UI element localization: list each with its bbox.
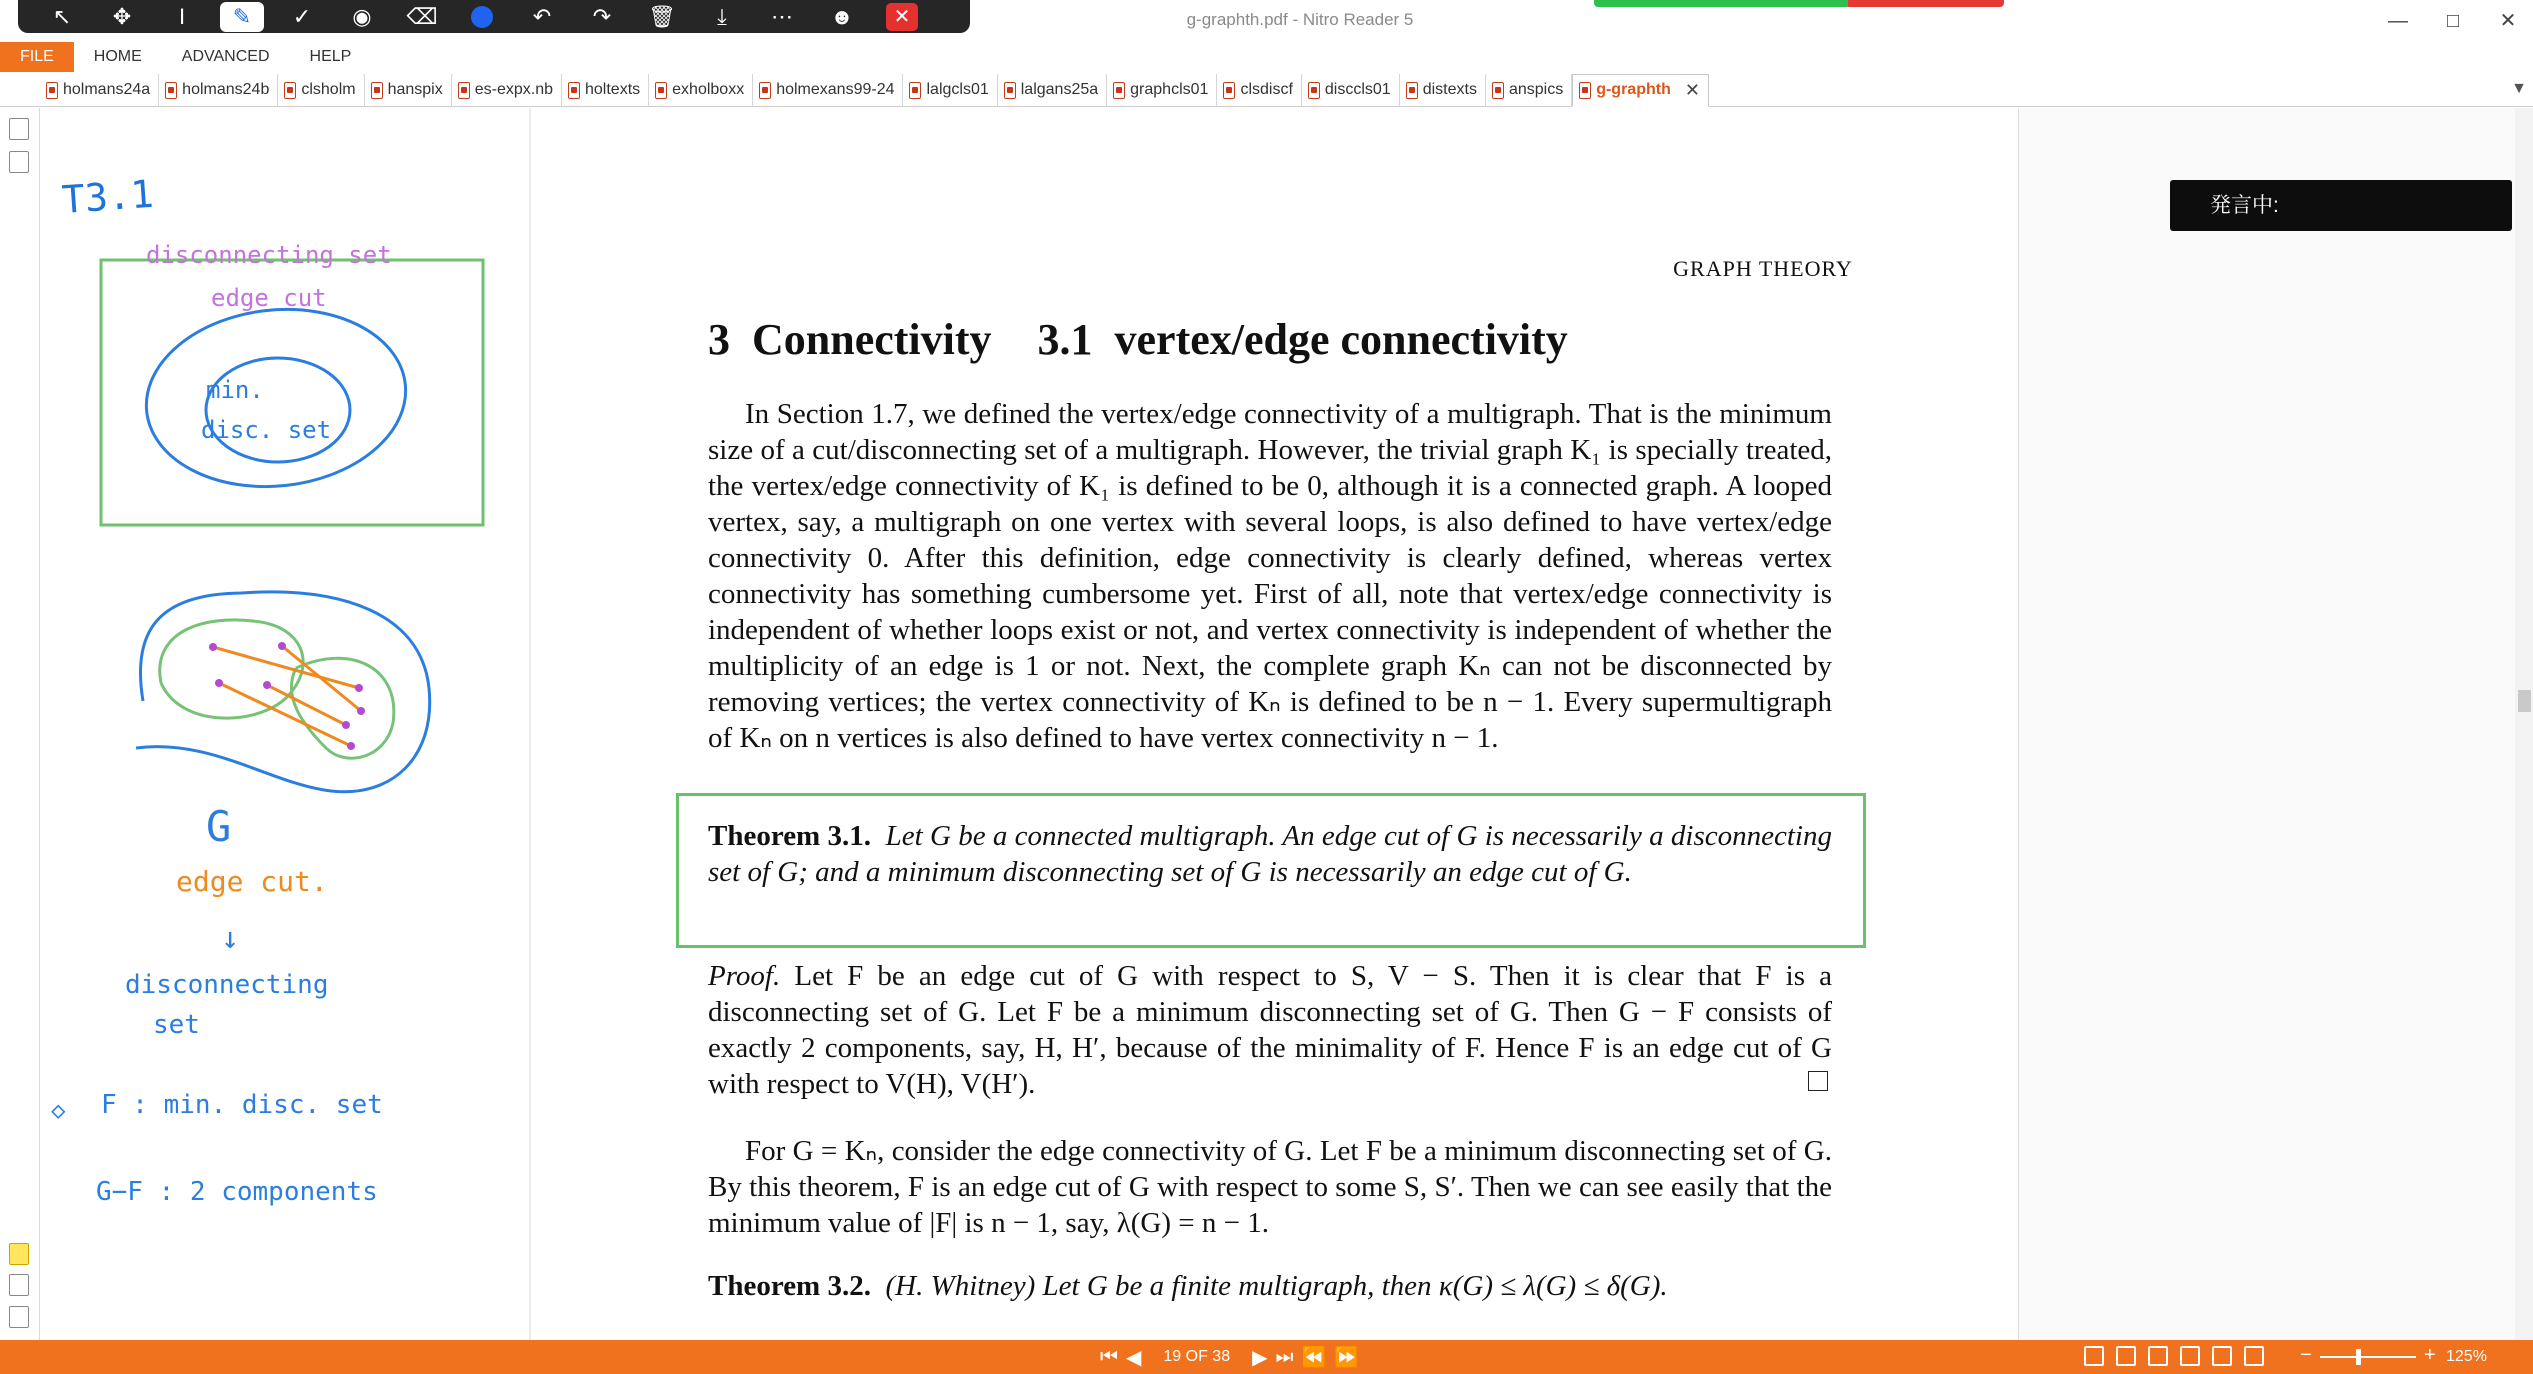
- note-set: set: [153, 1010, 200, 1040]
- tab-label: es-expx.nb: [474, 81, 553, 98]
- tab-label: lalgans25a: [1020, 81, 1099, 98]
- component-h: [160, 620, 303, 718]
- tab-disccls01[interactable]: [1302, 74, 1400, 107]
- next-page-icon[interactable]: ▶: [1252, 1346, 1268, 1369]
- pdf-file-icon: [284, 82, 296, 99]
- tab-overflow-icon[interactable]: ▼: [2511, 80, 2527, 97]
- proof-label: Proof.: [708, 960, 781, 992]
- pdf-file-icon: [46, 82, 58, 99]
- tab-label: holmexans99-24: [776, 81, 895, 98]
- scrollbar-thumb[interactable]: [2518, 690, 2531, 712]
- pdf-page: [531, 108, 2018, 1340]
- tab-label: g-graphth: [1596, 81, 1671, 98]
- undo-icon[interactable]: ↶: [532, 3, 552, 29]
- attachments-panel-icon[interactable]: [9, 151, 29, 173]
- handwritten-notes-canvas: [41, 108, 529, 1340]
- comments-panel-icon[interactable]: [9, 1243, 29, 1265]
- pages-panel-icon[interactable]: [9, 118, 29, 140]
- min-disc-set-ellipse: [206, 358, 350, 462]
- proof-text: Let F be an edge cut of G with respect to S, V − S. Then it is clear that F is a disconnecting set of G. Let F be a minimum disconnecting set of G. Then G − F consists of exactly 2 components, say, H, H′, because of the minimality of F. Hence F is an edge cut of G with respect to V(H), V(H′).: [708, 960, 1833, 1100]
- close-window-button[interactable]: ✕: [2499, 10, 2517, 32]
- menu-advanced[interactable]: ADVANCED: [181, 48, 270, 65]
- check-icon[interactable]: ✓: [292, 3, 312, 29]
- annotation-toolbar: [18, 0, 970, 33]
- theorem-3-2-text: (H. Whitney) Let G be a finite multigraph, then κ(G) ≤ λ(G) ≤ δ(G).: [885, 1270, 1668, 1302]
- minimize-button[interactable]: —: [2388, 10, 2408, 32]
- tab-graphcls01[interactable]: [1107, 74, 1217, 107]
- chapter-heading: [708, 314, 1568, 365]
- vertical-scrollbar[interactable]: [2515, 108, 2533, 1340]
- fit-page-icon[interactable]: [2244, 1346, 2264, 1366]
- pdf-file-icon: [655, 82, 667, 99]
- redo-icon[interactable]: ↷: [592, 3, 612, 29]
- pen-icon[interactable]: ✎: [220, 2, 264, 32]
- pdf-file-icon: [1113, 82, 1125, 99]
- tab-label: hanspix: [387, 81, 443, 98]
- highlighter-icon[interactable]: ◉: [352, 3, 372, 29]
- eraser-icon[interactable]: ⌫: [406, 3, 438, 29]
- tab-lalgans25a[interactable]: [998, 74, 1107, 107]
- menu-home[interactable]: HOME: [93, 48, 142, 65]
- bullet-icon: ◇: [51, 1096, 66, 1124]
- tab-label: distexts: [1422, 81, 1477, 98]
- tab-lalgcls01[interactable]: [903, 74, 997, 107]
- menu-bar: [0, 42, 2533, 72]
- note-edge-cut-orange: edge cut.: [176, 865, 328, 898]
- right-empty-pane: [2018, 108, 2515, 1340]
- cut-edges: [213, 646, 361, 746]
- theorem-3-1: [708, 818, 1832, 890]
- chapter-number: 3: [708, 315, 730, 364]
- pdf-file-icon: [1223, 82, 1235, 99]
- zoom-in-button[interactable]: +: [2424, 1344, 2436, 1366]
- tab-label: anspics: [1508, 81, 1564, 98]
- next-view-icon[interactable]: ⏩: [1334, 1346, 1360, 1369]
- page-indicator[interactable]: 19 OF 38: [1163, 1348, 1231, 1365]
- theorem-3-2-label: Theorem 3.2.: [708, 1270, 871, 1302]
- note-disc-set: disc. set: [201, 416, 332, 444]
- output-panel-icon[interactable]: [9, 1306, 29, 1328]
- tab-label: exholboxx: [672, 81, 745, 98]
- note-edge-cut: edge cut: [211, 284, 327, 312]
- chapter-title: Connectivity: [752, 315, 992, 364]
- tab-distexts[interactable]: [1400, 74, 1486, 107]
- tab-hanspix[interactable]: [365, 74, 452, 107]
- note-disconnecting-set: disconnecting set: [146, 241, 392, 269]
- color-dot-icon[interactable]: [452, 0, 512, 33]
- pdf-file-icon: [568, 82, 580, 99]
- note-disconnecting: disconnecting: [125, 970, 329, 1000]
- zoom-slider-knob[interactable]: [2356, 1349, 2361, 1365]
- tab-g-graphth[interactable]: [1572, 74, 1709, 107]
- facing-continuous-view-icon[interactable]: [2180, 1346, 2200, 1366]
- trash-icon[interactable]: 🗑: [648, 3, 676, 29]
- meeting-status-strip: [1594, 0, 2004, 7]
- pdf-file-icon: [371, 82, 383, 99]
- section-title: vertex/edge connectivity: [1114, 315, 1568, 364]
- theorem-3-2: [708, 1268, 1832, 1304]
- note-letter-g: G: [206, 802, 232, 851]
- running-head-title: GRAPH THEORY: [1673, 256, 1853, 281]
- status-bar: [0, 1340, 2533, 1374]
- page-navigation: [1100, 1340, 1359, 1374]
- note-title: T3.1: [60, 171, 155, 222]
- user-settings-icon[interactable]: ☻: [830, 3, 854, 29]
- text-cursor-icon[interactable]: I: [178, 3, 186, 29]
- tab-anspics[interactable]: [1486, 74, 1572, 107]
- theorem-3-1-label: Theorem 3.1.: [708, 820, 872, 852]
- left-tool-rail: [0, 108, 40, 1340]
- note-min: min.: [206, 376, 264, 404]
- zoom-level[interactable]: 125%: [2446, 1348, 2487, 1365]
- pdf-file-icon: [909, 82, 921, 99]
- note-f-min-disc-set: F : min. disc. set: [101, 1090, 383, 1120]
- tab-holtexts[interactable]: [562, 74, 649, 107]
- tab-es-expx[interactable]: [452, 74, 562, 107]
- last-page-icon[interactable]: ⏭: [1275, 1345, 1294, 1368]
- download-icon[interactable]: ⤓: [717, 3, 727, 29]
- tab-label: holmans24b: [182, 81, 270, 98]
- pdf-file-icon: [1308, 82, 1320, 99]
- view-mode-buttons: [2084, 1346, 2264, 1366]
- select-arrow-icon[interactable]: ↖: [52, 3, 72, 29]
- pdf-file-icon: [1492, 82, 1504, 99]
- previous-page-icon[interactable]: ◀: [1126, 1346, 1142, 1369]
- edge-cut-ellipse: [138, 297, 415, 499]
- tab-label: holmans24a: [63, 81, 151, 98]
- note-g-minus-f: G−F : 2 components: [96, 1177, 378, 1207]
- more-icon[interactable]: ⋯: [771, 3, 793, 29]
- signatures-panel-icon[interactable]: [9, 1274, 29, 1296]
- down-arrow-icon: ↓: [221, 921, 240, 956]
- zoom-slider[interactable]: [2320, 1356, 2416, 1358]
- handwritten-notes-pane: [41, 108, 529, 1340]
- tab-label: clsholm: [301, 81, 356, 98]
- pdf-file-icon: [1579, 82, 1591, 99]
- continuous-view-icon[interactable]: [2116, 1346, 2136, 1366]
- tab-holmans24b[interactable]: [159, 74, 278, 107]
- kn-paragraph: For G = Kₙ, consider the edge connectivity of G. Let F be a minimum disconnecting set of G. By this theorem, F is an edge cut of G with respect to some S, S′. Then we can see easily that the minimum value of |F| is n − 1, say, λ(G) = n − 1.: [708, 1135, 1832, 1239]
- close-icon[interactable]: ✕: [872, 0, 932, 33]
- close-tab-icon[interactable]: ✕: [1684, 79, 1700, 100]
- tab-label: graphcls01: [1130, 81, 1209, 98]
- menu-help[interactable]: HELP: [309, 48, 352, 65]
- tab-holmans24a[interactable]: [40, 74, 159, 107]
- pdf-file-icon: [1004, 82, 1016, 99]
- maximize-button[interactable]: □: [2446, 10, 2460, 32]
- tab-holmexans99-24[interactable]: [753, 74, 903, 107]
- fit-width-icon[interactable]: [2212, 1346, 2232, 1366]
- document-tab-bar: [0, 74, 2533, 107]
- tab-label: holtexts: [585, 81, 641, 98]
- window-title: g-graphth.pdf - Nitro Reader 5: [1186, 10, 1414, 29]
- tab-label: clsdiscf: [1240, 81, 1293, 98]
- tab-clsholm[interactable]: [278, 74, 364, 107]
- first-page-icon[interactable]: ⏮: [1100, 1345, 1118, 1368]
- pdf-file-icon: [1406, 82, 1418, 99]
- proof-paragraph: [708, 958, 1832, 1102]
- previous-view-icon[interactable]: ⏪: [1301, 1346, 1327, 1369]
- single-page-view-icon[interactable]: [2084, 1346, 2104, 1366]
- theorem-3-1-text: Let G be a connected multigraph. An edge cut of G is necessarily a disconnecting set of G; and a minimum disconnecting set of G is necessarily an edge cut of G.: [708, 820, 1832, 888]
- tab-clsdiscf[interactable]: [1217, 74, 1301, 107]
- zoom-out-button[interactable]: −: [2300, 1344, 2312, 1366]
- tab-label: disccls01: [1324, 81, 1391, 98]
- tab-exholboxx[interactable]: [649, 74, 753, 107]
- facing-view-icon[interactable]: [2148, 1346, 2168, 1366]
- qed-box-icon: [1808, 1071, 1828, 1091]
- intro-paragraph: In Section 1.7, we defined the vertex/edge connectivity of a multigraph. That is the minimum size of a cut/disconnecting set of a multigraph. However, the trivial graph K₁ is specially treated, the vertex/edge connectivity of K₁ is defined to be 0, although it is a connected graph. A looped vertex, say, a multigraph on one vertex with several loops, is also defined to have vertex/edge connectivity 0. After this definition, edge connectivity is clearly defined, whereas vertex connectivity has something cumbersome yet. First of all, note that vertex/edge connectivity is independent of whether loops exist or not, and vertex connectivity is independent of whether the multiplicity of an edge is 1 or not. Next, the complete graph Kₙ can not be disconnected by removing vertices; the vertex connectivity of Kₙ is defined to be n − 1. Every supermultigraph of Kₙ on n vertices is also defined to have vertex connectivity n − 1.: [708, 398, 1832, 754]
- menu-file[interactable]: FILE: [0, 42, 74, 72]
- section-number: 3.1: [1037, 315, 1093, 364]
- pdf-file-icon: [165, 82, 177, 99]
- tab-label: lalgcls01: [926, 81, 989, 98]
- move-icon[interactable]: ✥: [112, 3, 132, 29]
- pdf-file-icon: [759, 82, 771, 99]
- pdf-file-icon: [458, 82, 470, 99]
- speaking-indicator: 発言中:: [2170, 180, 2512, 231]
